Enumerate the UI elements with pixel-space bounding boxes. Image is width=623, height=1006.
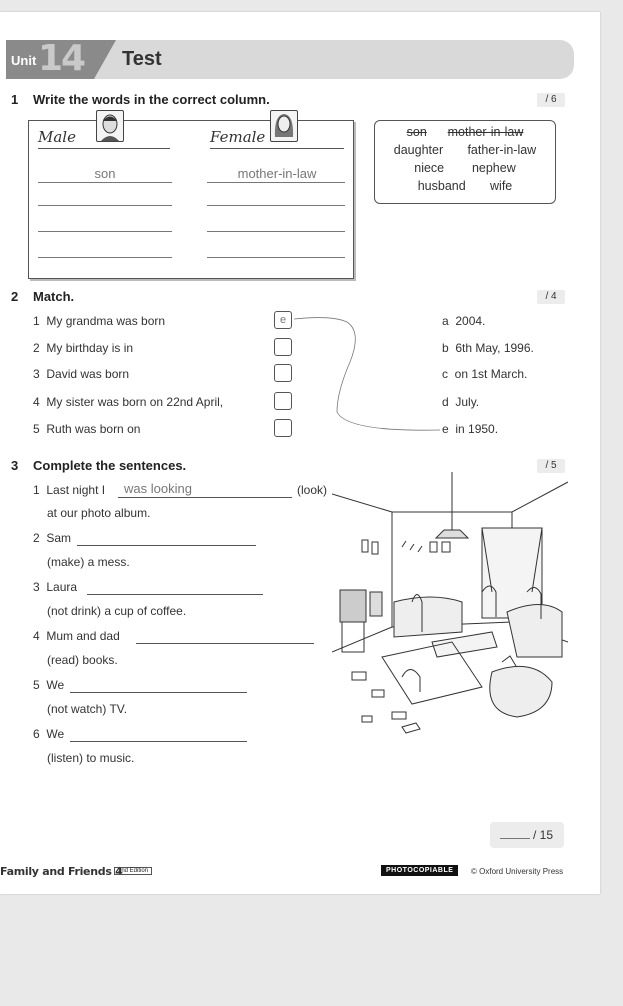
sentence-start: We bbox=[46, 678, 65, 692]
match-item-text: My sister was born on 22nd April, bbox=[46, 395, 224, 409]
columns-box bbox=[28, 120, 354, 279]
total-score: / 15 bbox=[533, 828, 554, 842]
word-row bbox=[375, 141, 555, 159]
section1-score: / 6 bbox=[537, 93, 565, 107]
sentence-number: 2 bbox=[33, 531, 40, 545]
photocopiable-badge: PHOTOCOPIABLE bbox=[381, 865, 458, 876]
section2-score: / 4 bbox=[537, 290, 565, 304]
female-line[interactable] bbox=[207, 182, 345, 183]
total-score-line[interactable] bbox=[500, 838, 530, 839]
match-option bbox=[442, 341, 534, 355]
female-face-icon bbox=[270, 110, 298, 142]
answer-line[interactable] bbox=[87, 594, 263, 595]
sentence-start: We bbox=[46, 727, 65, 741]
male-line[interactable] bbox=[38, 182, 172, 183]
female-line[interactable] bbox=[207, 205, 345, 206]
answer-line[interactable] bbox=[70, 741, 247, 742]
female-line[interactable] bbox=[207, 231, 345, 232]
male-example: son bbox=[94, 166, 116, 181]
sentence-item bbox=[33, 483, 105, 497]
answer-line[interactable] bbox=[70, 692, 247, 693]
section1-number: 1 bbox=[11, 92, 19, 107]
answer-line[interactable] bbox=[136, 643, 314, 644]
match-option bbox=[442, 395, 479, 409]
answer-line bbox=[118, 497, 292, 498]
match-item bbox=[33, 341, 133, 355]
sentence-number: 1 bbox=[33, 483, 40, 497]
match-connector-line bbox=[292, 307, 442, 437]
word: wife bbox=[490, 179, 513, 193]
unit-number: 14 bbox=[38, 38, 85, 79]
match-item-text: David was born bbox=[46, 367, 130, 381]
match-item-number: 5 bbox=[33, 422, 40, 436]
answer-line[interactable] bbox=[77, 545, 256, 546]
edition-badge: 2nd Edition bbox=[114, 867, 152, 875]
sentence-answer[interactable] bbox=[118, 481, 292, 496]
sentence-start: Sam bbox=[46, 531, 72, 545]
sentence-continuation: at our photo album. bbox=[47, 506, 151, 520]
option-letter: a bbox=[442, 314, 449, 328]
word-strike: son bbox=[406, 125, 427, 139]
option-letter: b bbox=[442, 341, 449, 355]
option-letter: d bbox=[442, 395, 449, 409]
match-item-text: My grandma was born bbox=[46, 314, 166, 328]
sentence-start: Laura bbox=[46, 580, 78, 594]
worksheet-page bbox=[0, 12, 600, 894]
male-line[interactable] bbox=[38, 205, 172, 206]
word: husband bbox=[417, 179, 466, 193]
male-face-icon bbox=[96, 110, 124, 142]
sentence-start: Last night I bbox=[46, 483, 106, 497]
match-item bbox=[33, 367, 129, 381]
sentence-continuation: (not drink) a cup of coffee. bbox=[47, 604, 187, 618]
sentence-number: 6 bbox=[33, 727, 40, 741]
section1-title: Write the words in the correct column. bbox=[33, 92, 270, 107]
sentence-answer-text: was looking bbox=[124, 481, 192, 496]
option-text: July. bbox=[455, 395, 480, 409]
word: daughter bbox=[393, 143, 444, 157]
sentence-continuation: (make) a mess. bbox=[47, 555, 130, 569]
female-heading: Female bbox=[210, 128, 266, 146]
word-strike: mother-in-law bbox=[447, 125, 524, 139]
sentence-number: 3 bbox=[33, 580, 40, 594]
sentence-item bbox=[33, 531, 71, 545]
match-option bbox=[442, 422, 498, 436]
sentence-item bbox=[33, 580, 77, 594]
word-row bbox=[375, 177, 555, 195]
sentence-item bbox=[33, 629, 120, 643]
option-letter: c bbox=[442, 367, 448, 381]
match-item-number: 2 bbox=[33, 341, 40, 355]
male-line[interactable] bbox=[38, 231, 172, 232]
match-item-number: 3 bbox=[33, 367, 40, 381]
match-option bbox=[442, 314, 485, 328]
section2-number: 2 bbox=[11, 289, 19, 304]
section3-score: / 5 bbox=[537, 459, 565, 473]
match-item bbox=[33, 314, 165, 328]
word-row bbox=[375, 123, 555, 141]
sentence-number: 5 bbox=[33, 678, 40, 692]
sentence-continuation: (listen) to music. bbox=[47, 751, 135, 765]
match-item bbox=[33, 395, 223, 409]
male-heading-line bbox=[38, 148, 170, 149]
section3-title: Complete the sentences. bbox=[33, 458, 187, 473]
sentence-start: Mum and dad bbox=[46, 629, 120, 643]
living-room-illustration bbox=[332, 472, 568, 734]
male-heading: Male bbox=[38, 128, 76, 146]
female-example: mother-in-law bbox=[237, 166, 317, 181]
sentence-item bbox=[33, 727, 64, 741]
match-answer-box[interactable]: e bbox=[274, 311, 292, 329]
option-text: on 1st March. bbox=[454, 367, 528, 381]
unit-label: Unit bbox=[11, 53, 37, 68]
match-item-text: Ruth was born on bbox=[46, 422, 141, 436]
female-heading-line bbox=[210, 148, 344, 149]
sentence-continuation: (not watch) TV. bbox=[47, 702, 128, 716]
word: niece bbox=[414, 161, 445, 175]
option-text: 6th May, 1996. bbox=[455, 341, 534, 355]
section2-title: Match. bbox=[33, 289, 75, 304]
word-box bbox=[374, 120, 556, 204]
match-item-number: 1 bbox=[33, 314, 40, 328]
word: nephew bbox=[471, 161, 516, 175]
female-line[interactable] bbox=[207, 257, 345, 258]
match-option bbox=[442, 367, 527, 381]
match-answer-box[interactable] bbox=[274, 364, 292, 382]
sentence-continuation: (read) books. bbox=[47, 653, 118, 667]
publisher-credit: © Oxford University Press bbox=[471, 867, 564, 876]
sentence-verb: (look) bbox=[297, 483, 328, 497]
match-answer-box[interactable] bbox=[274, 338, 292, 356]
section3-number: 3 bbox=[11, 458, 19, 473]
book-title: Family and Friends 4 bbox=[0, 865, 123, 878]
match-answer-box[interactable] bbox=[274, 392, 292, 410]
option-letter: e bbox=[442, 422, 449, 436]
word-row bbox=[375, 159, 555, 177]
male-line[interactable] bbox=[38, 257, 172, 258]
match-item-number: 4 bbox=[33, 395, 40, 409]
option-text: 2004. bbox=[455, 314, 486, 328]
page-title: Test bbox=[122, 48, 162, 70]
match-item bbox=[33, 422, 140, 436]
sentence-item bbox=[33, 678, 64, 692]
word: father-in-law bbox=[467, 143, 537, 157]
match-item-text: My birthday is in bbox=[46, 341, 134, 355]
sentence-number: 4 bbox=[33, 629, 40, 643]
match-answer-box[interactable] bbox=[274, 419, 292, 437]
option-text: in 1950. bbox=[455, 422, 499, 436]
